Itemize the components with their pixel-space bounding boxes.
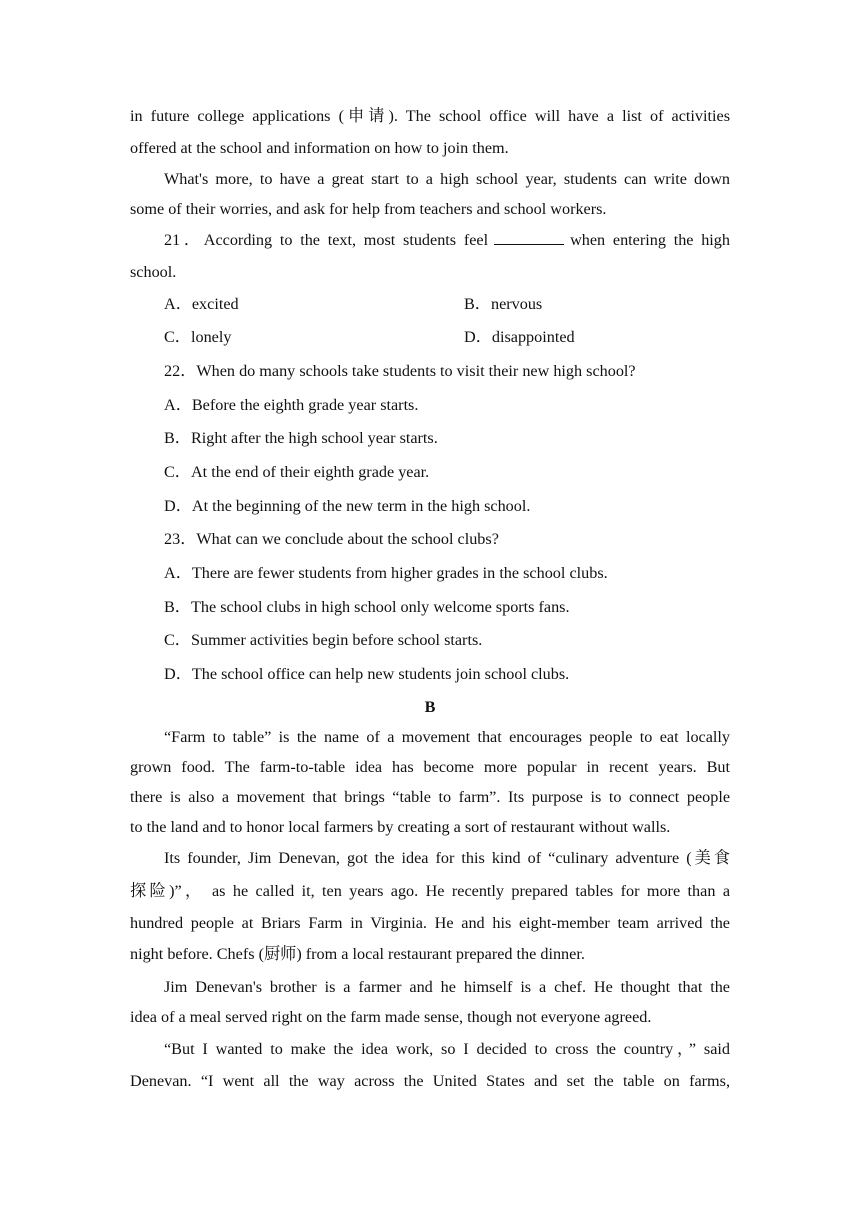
question-22-option-d: D．At the beginning of the new term in the high school. [164, 497, 531, 515]
question-22-option-c: C．At the end of their eighth grade year. [164, 463, 430, 481]
section-b-p3-line-1: Jim Denevan's brother is a farmer and he himself is a chef. He thought that the [164, 978, 730, 996]
passage-a-line-1: in future college applications (申请). The school office will have a list of activities [130, 107, 730, 125]
question-21-stem-part-b: when entering the high [570, 231, 730, 249]
answer-blank [494, 230, 564, 245]
question-21-stem [164, 230, 730, 250]
section-b-p4-line-1: “But I wanted to make the idea work, so I decided to cross the country，” said [164, 1040, 730, 1058]
question-23-option-b: B．The school clubs in high school only welcome sports fans. [164, 598, 570, 616]
question-22-option-b: B．Right after the high school year starts. [164, 429, 438, 447]
passage-a-line-3: What's more, to have a great start to a high school year, students can write down [164, 170, 730, 188]
section-b-p2-line-4: night before. Chefs (厨师) from a local restaurant prepared the dinner. [130, 945, 585, 963]
section-b-p2-line-1: Its founder, Jim Denevan, got the idea for this kind of “culinary adventure (美食 [164, 849, 730, 867]
question-23-option-d: D．The school office can help new students join school clubs. [164, 665, 570, 683]
question-23-stem: 23．What can we conclude about the school clubs? [164, 530, 499, 548]
question-21-option-d: D．disappointed [464, 328, 575, 346]
section-b-p1-line-4: to the land and to honor local farmers by creating a sort of restaurant without walls. [130, 818, 671, 836]
section-b-p1-line-3: there is also a movement that brings “table to farm”. Its purpose is to connect people [130, 788, 730, 806]
passage-a-line-2: offered at the school and information on how to join them. [130, 139, 509, 157]
section-b-p1-line-2: grown food. The farm-to-table idea has become more popular in recent years. But [130, 758, 730, 776]
question-21-option-a: A．excited [164, 295, 239, 313]
question-22-stem: 22．When do many schools take students to visit their new high school? [164, 362, 636, 380]
section-b-p3-line-2: idea of a meal served right on the farm made sense, though not everyone agreed. [130, 1008, 652, 1026]
passage-a-line-4: some of their worries, and ask for help from teachers and school workers. [130, 200, 607, 218]
question-22-option-a: A．Before the eighth grade year starts. [164, 396, 419, 414]
section-b-p2-line-3: hundred people at Briars Farm in Virginia. He and his eight-member team arrived the [130, 914, 730, 932]
question-21-stem-end: school. [130, 263, 177, 281]
section-b-p1-line-1: “Farm to table” is the name of a movement that encourages people to eat locally [164, 728, 730, 746]
section-b-p2-line-2: 探险)”， as he called it, ten years ago. He recently prepared tables for more than a [130, 882, 730, 900]
section-b-heading: B [424, 698, 436, 716]
question-21-stem-part-a: 21．According to the text, most students feel [164, 231, 489, 249]
question-21-option-b: B．nervous [464, 295, 543, 313]
question-21-option-c: C．lonely [164, 328, 232, 346]
question-23-option-c: C．Summer activities begin before school starts. [164, 631, 483, 649]
section-b-p4-line-2: Denevan. “I went all the way across the United States and set the table on farms, [130, 1072, 730, 1090]
question-23-option-a: A．There are fewer students from higher grades in the school clubs. [164, 564, 608, 582]
